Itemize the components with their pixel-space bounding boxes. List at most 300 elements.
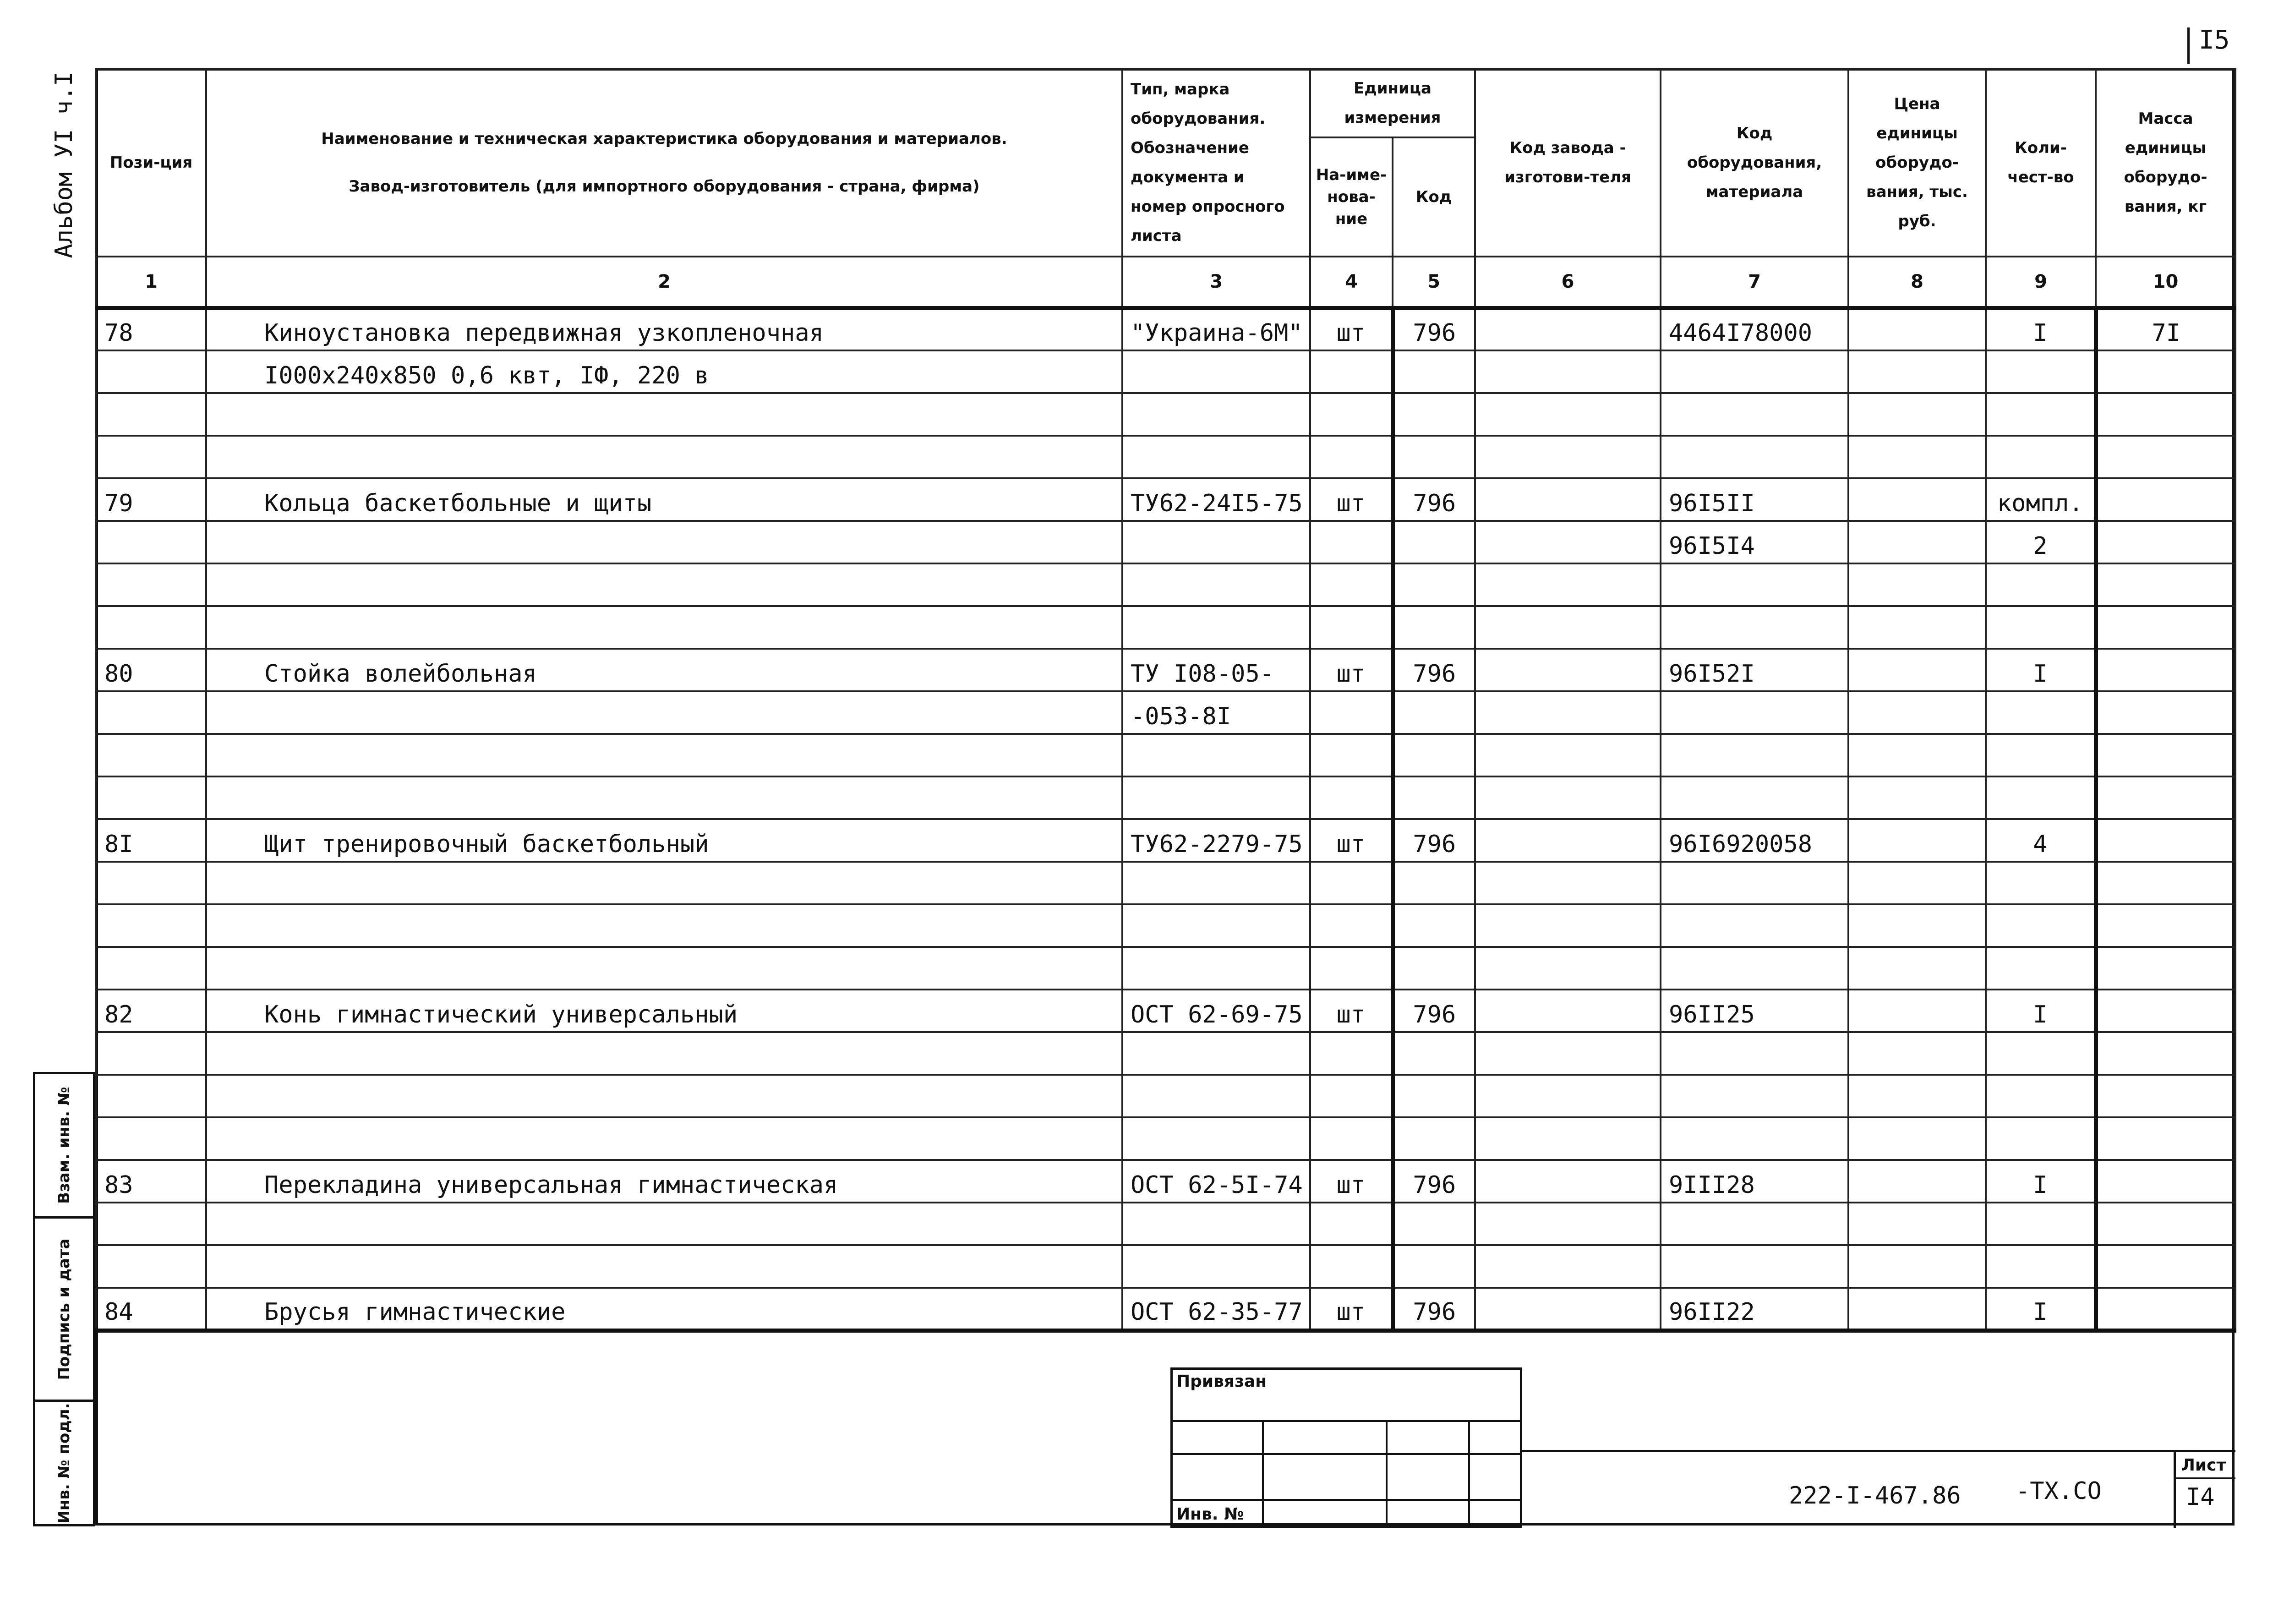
quantity-cell bbox=[1986, 1203, 2096, 1245]
table-row bbox=[96, 819, 2235, 862]
factory-code-cell bbox=[1475, 1288, 1661, 1330]
unit-name-cell bbox=[1310, 563, 1393, 606]
quantity-cell bbox=[1986, 1117, 2096, 1160]
factory-code-cell bbox=[1475, 436, 1661, 478]
specification-table bbox=[95, 68, 2236, 1333]
type-cell bbox=[1122, 563, 1310, 606]
equipment-code-cell bbox=[1661, 436, 1848, 478]
quantity-cell bbox=[1986, 862, 2096, 904]
mass-cell bbox=[2096, 1117, 2235, 1160]
specification-body bbox=[96, 308, 2235, 1330]
factory-code-cell bbox=[1475, 990, 1661, 1032]
unit-name-cell bbox=[1310, 1117, 1393, 1160]
unit-name-cell bbox=[1310, 691, 1393, 734]
table-row bbox=[96, 393, 2235, 436]
type-cell: ТУ62-24I5-75 bbox=[1122, 478, 1310, 521]
column-number: 5 bbox=[1393, 257, 1475, 308]
factory-code-cell bbox=[1475, 521, 1661, 563]
position-cell bbox=[96, 393, 206, 436]
position-cell bbox=[96, 1075, 206, 1117]
equipment-code-cell bbox=[1661, 1203, 1848, 1245]
mass-cell bbox=[2096, 478, 2235, 521]
name-cell: Конь гимнастический универсальный bbox=[206, 990, 1122, 1032]
unit-code-cell: 796 bbox=[1393, 308, 1475, 350]
unit-name-cell bbox=[1310, 862, 1393, 904]
column-number: 1 bbox=[96, 257, 206, 308]
factory-code-cell bbox=[1475, 1160, 1661, 1203]
table-row bbox=[96, 1075, 2235, 1117]
factory-code-cell bbox=[1475, 904, 1661, 947]
price-cell bbox=[1848, 606, 1986, 649]
header-mass: Масса единицы оборудо-вания, кг bbox=[2096, 69, 2235, 257]
price-cell bbox=[1848, 393, 1986, 436]
type-cell: ТУ I08-05- bbox=[1122, 649, 1310, 691]
type-cell bbox=[1122, 521, 1310, 563]
unit-name-cell bbox=[1310, 1203, 1393, 1245]
table-row bbox=[96, 1288, 2235, 1330]
position-cell bbox=[96, 734, 206, 776]
unit-name-cell bbox=[1310, 350, 1393, 393]
equipment-code-cell: 96I5I4 bbox=[1661, 521, 1848, 563]
unit-code-cell: 796 bbox=[1393, 478, 1475, 521]
position-cell bbox=[96, 1245, 206, 1288]
table-row bbox=[96, 862, 2235, 904]
name-cell: Брусья гимнастические bbox=[206, 1288, 1122, 1330]
unit-name-cell bbox=[1310, 393, 1393, 436]
mass-cell bbox=[2096, 947, 2235, 990]
name-cell bbox=[206, 521, 1122, 563]
mass-cell bbox=[2096, 1245, 2235, 1288]
name-cell bbox=[206, 947, 1122, 990]
quantity-cell bbox=[1986, 563, 2096, 606]
type-cell bbox=[1122, 1075, 1310, 1117]
name-cell: Кольца баскетбольные и щиты bbox=[206, 478, 1122, 521]
column-number: 7 bbox=[1661, 257, 1848, 308]
mass-cell bbox=[2096, 563, 2235, 606]
quantity-cell: I bbox=[1986, 990, 2096, 1032]
document-code: 222-I-467.86 bbox=[1789, 1482, 1961, 1509]
table-row bbox=[96, 734, 2235, 776]
sheet-number: I4 bbox=[2186, 1483, 2215, 1511]
unit-code-cell bbox=[1393, 521, 1475, 563]
factory-code-cell bbox=[1475, 1245, 1661, 1288]
equipment-code-cell bbox=[1661, 776, 1848, 819]
factory-code-cell bbox=[1475, 649, 1661, 691]
unit-code-cell bbox=[1393, 904, 1475, 947]
unit-name-cell bbox=[1310, 606, 1393, 649]
position-cell bbox=[96, 691, 206, 734]
binding-vline-3 bbox=[1468, 1420, 1470, 1528]
name-cell: Киноустановка передвижная узкопленочная bbox=[206, 308, 1122, 350]
position-cell: 83 bbox=[96, 1160, 206, 1203]
type-cell: ОСТ 62-69-75 bbox=[1122, 990, 1310, 1032]
titleblock-top-line bbox=[1521, 1450, 2235, 1452]
type-cell bbox=[1122, 904, 1310, 947]
type-cell bbox=[1122, 436, 1310, 478]
factory-code-cell bbox=[1475, 308, 1661, 350]
unit-code-cell bbox=[1393, 691, 1475, 734]
mass-cell bbox=[2096, 393, 2235, 436]
unit-code-cell bbox=[1393, 947, 1475, 990]
column-number: 4 bbox=[1310, 257, 1393, 308]
type-cell bbox=[1122, 1203, 1310, 1245]
name-cell bbox=[206, 393, 1122, 436]
side-stamp-original bbox=[33, 1400, 95, 1526]
equipment-code-cell: 96I52I bbox=[1661, 649, 1848, 691]
price-cell bbox=[1848, 862, 1986, 904]
table-row bbox=[96, 649, 2235, 691]
unit-name-cell: шт bbox=[1310, 819, 1393, 862]
equipment-code-cell bbox=[1661, 734, 1848, 776]
unit-code-cell bbox=[1393, 606, 1475, 649]
header-type: Тип, марка оборудования. Обозначение документа и номер опросного листа bbox=[1122, 69, 1310, 257]
unit-code-cell bbox=[1393, 1117, 1475, 1160]
type-cell bbox=[1122, 1117, 1310, 1160]
name-cell bbox=[206, 1075, 1122, 1117]
unit-name-cell bbox=[1310, 776, 1393, 819]
type-cell: ТУ62-2279-75 bbox=[1122, 819, 1310, 862]
name-cell bbox=[206, 1245, 1122, 1288]
mass-cell bbox=[2096, 904, 2235, 947]
header-quantity: Коли-чест-во bbox=[1986, 69, 2096, 257]
position-cell bbox=[96, 436, 206, 478]
position-cell: 79 bbox=[96, 478, 206, 521]
unit-code-cell bbox=[1393, 862, 1475, 904]
equipment-code-cell bbox=[1661, 1245, 1848, 1288]
name-cell bbox=[206, 436, 1122, 478]
equipment-code-cell: 96II25 bbox=[1661, 990, 1848, 1032]
table-row bbox=[96, 1203, 2235, 1245]
header-unit-name: На-име-нова-ние bbox=[1310, 137, 1393, 257]
table-row bbox=[96, 1245, 2235, 1288]
side-stamp-replacement-label: Взам. инв. № bbox=[55, 1087, 73, 1204]
unit-code-cell bbox=[1393, 1245, 1475, 1288]
unit-name-cell: шт bbox=[1310, 1288, 1393, 1330]
page-number: I5 bbox=[2199, 25, 2230, 55]
binding-vline-2 bbox=[1386, 1420, 1388, 1528]
equipment-code-cell bbox=[1661, 691, 1848, 734]
position-cell bbox=[96, 776, 206, 819]
position-cell bbox=[96, 350, 206, 393]
price-cell bbox=[1848, 691, 1986, 734]
equipment-code-cell: 96I6920058 bbox=[1661, 819, 1848, 862]
mass-cell bbox=[2096, 691, 2235, 734]
equipment-code-cell bbox=[1661, 393, 1848, 436]
mass-cell: 7I bbox=[2096, 308, 2235, 350]
factory-code-cell bbox=[1475, 1203, 1661, 1245]
table-row bbox=[96, 1032, 2235, 1075]
position-cell bbox=[96, 904, 206, 947]
factory-code-cell bbox=[1475, 947, 1661, 990]
price-cell bbox=[1848, 649, 1986, 691]
mass-cell bbox=[2096, 521, 2235, 563]
position-cell bbox=[96, 1117, 206, 1160]
side-stamp-replacement bbox=[33, 1072, 95, 1219]
quantity-cell: I bbox=[1986, 1288, 2096, 1330]
equipment-code-cell: 4464I78000 bbox=[1661, 308, 1848, 350]
header-name bbox=[206, 69, 1122, 257]
price-cell bbox=[1848, 436, 1986, 478]
quantity-cell bbox=[1986, 734, 2096, 776]
unit-code-cell: 796 bbox=[1393, 819, 1475, 862]
table-row bbox=[96, 478, 2235, 521]
binding-vline-1 bbox=[1262, 1420, 1264, 1528]
column-number: 2 bbox=[206, 257, 1122, 308]
unit-name-cell: шт bbox=[1310, 1160, 1393, 1203]
type-cell bbox=[1122, 1245, 1310, 1288]
price-cell bbox=[1848, 1032, 1986, 1075]
equipment-code-cell bbox=[1661, 563, 1848, 606]
price-cell bbox=[1848, 1203, 1986, 1245]
position-cell bbox=[96, 563, 206, 606]
table-row bbox=[96, 776, 2235, 819]
equipment-code-cell: 9III28 bbox=[1661, 1160, 1848, 1203]
column-number: 3 bbox=[1122, 257, 1310, 308]
table-row bbox=[96, 563, 2235, 606]
price-cell bbox=[1848, 1160, 1986, 1203]
mass-cell bbox=[2096, 990, 2235, 1032]
equipment-code-cell bbox=[1661, 862, 1848, 904]
factory-code-cell bbox=[1475, 1075, 1661, 1117]
quantity-cell bbox=[1986, 1245, 2096, 1288]
quantity-cell bbox=[1986, 776, 2096, 819]
type-cell: ОСТ 62-5I-74 bbox=[1122, 1160, 1310, 1203]
type-cell: "Украина-6М" bbox=[1122, 308, 1310, 350]
price-cell bbox=[1848, 734, 1986, 776]
name-cell: I000x240x850 0,6 квт, IФ, 220 в bbox=[206, 350, 1122, 393]
unit-name-cell: шт bbox=[1310, 478, 1393, 521]
quantity-cell bbox=[1986, 1032, 2096, 1075]
factory-code-cell bbox=[1475, 563, 1661, 606]
name-cell bbox=[206, 904, 1122, 947]
factory-code-cell bbox=[1475, 819, 1661, 862]
quantity-cell bbox=[1986, 606, 2096, 649]
name-cell: Щит тренировочный баскетбольный bbox=[206, 819, 1122, 862]
album-label: Альбом УI ч.I bbox=[50, 71, 78, 258]
quantity-cell: I bbox=[1986, 308, 2096, 350]
header-unit-code: Код bbox=[1393, 137, 1475, 257]
unit-code-cell: 796 bbox=[1393, 1160, 1475, 1203]
type-cell bbox=[1122, 734, 1310, 776]
price-cell bbox=[1848, 1075, 1986, 1117]
quantity-cell bbox=[1986, 393, 2096, 436]
name-cell bbox=[206, 606, 1122, 649]
equipment-code-cell: 96I5II bbox=[1661, 478, 1848, 521]
side-stamp-signature-label: Подпись и дата bbox=[55, 1238, 73, 1380]
position-cell bbox=[96, 947, 206, 990]
factory-code-cell bbox=[1475, 1032, 1661, 1075]
table-row bbox=[96, 1117, 2235, 1160]
type-cell bbox=[1122, 776, 1310, 819]
position-cell bbox=[96, 1203, 206, 1245]
column-number: 8 bbox=[1848, 257, 1986, 308]
page-number-tick bbox=[2187, 27, 2190, 64]
mass-cell bbox=[2096, 1075, 2235, 1117]
side-stamp-signature bbox=[33, 1216, 95, 1402]
table-row bbox=[96, 990, 2235, 1032]
table-row bbox=[96, 308, 2235, 350]
type-cell bbox=[1122, 1032, 1310, 1075]
unit-code-cell bbox=[1393, 776, 1475, 819]
table-row bbox=[96, 521, 2235, 563]
equipment-code-cell bbox=[1661, 904, 1848, 947]
price-cell bbox=[1848, 350, 1986, 393]
document-suffix: -ТХ.СО bbox=[2016, 1477, 2102, 1505]
unit-code-cell bbox=[1393, 1032, 1475, 1075]
price-cell bbox=[1848, 819, 1986, 862]
table-row bbox=[96, 436, 2235, 478]
price-cell bbox=[1848, 563, 1986, 606]
name-cell: Перекладина универсальная гимнастическая bbox=[206, 1160, 1122, 1203]
type-cell bbox=[1122, 350, 1310, 393]
name-cell bbox=[206, 776, 1122, 819]
unit-code-cell bbox=[1393, 436, 1475, 478]
table-row bbox=[96, 606, 2235, 649]
mass-cell bbox=[2096, 1032, 2235, 1075]
equipment-code-cell: 96II22 bbox=[1661, 1288, 1848, 1330]
unit-name-cell bbox=[1310, 734, 1393, 776]
equipment-code-cell bbox=[1661, 1117, 1848, 1160]
type-cell bbox=[1122, 947, 1310, 990]
mass-cell bbox=[2096, 606, 2235, 649]
unit-name-cell bbox=[1310, 1032, 1393, 1075]
unit-code-cell bbox=[1393, 1075, 1475, 1117]
equipment-code-cell bbox=[1661, 350, 1848, 393]
sheet-box-hline bbox=[2174, 1477, 2235, 1479]
quantity-cell bbox=[1986, 350, 2096, 393]
mass-cell bbox=[2096, 649, 2235, 691]
table-row bbox=[96, 947, 2235, 990]
unit-code-cell: 796 bbox=[1393, 990, 1475, 1032]
mass-cell bbox=[2096, 350, 2235, 393]
column-number: 10 bbox=[2096, 257, 2235, 308]
position-cell bbox=[96, 862, 206, 904]
mass-cell bbox=[2096, 862, 2235, 904]
factory-code-cell bbox=[1475, 776, 1661, 819]
mass-cell bbox=[2096, 436, 2235, 478]
quantity-cell: 2 bbox=[1986, 521, 2096, 563]
factory-code-cell bbox=[1475, 606, 1661, 649]
quantity-cell: 4 bbox=[1986, 819, 2096, 862]
mass-cell bbox=[2096, 1203, 2235, 1245]
quantity-cell bbox=[1986, 691, 2096, 734]
name-cell bbox=[206, 734, 1122, 776]
column-number: 9 bbox=[1986, 257, 2096, 308]
unit-name-cell bbox=[1310, 904, 1393, 947]
unit-code-cell: 796 bbox=[1393, 649, 1475, 691]
price-cell bbox=[1848, 990, 1986, 1032]
type-cell: ОСТ 62-35-77 bbox=[1122, 1288, 1310, 1330]
quantity-cell bbox=[1986, 947, 2096, 990]
unit-code-cell bbox=[1393, 1203, 1475, 1245]
name-cell bbox=[206, 1032, 1122, 1075]
factory-code-cell bbox=[1475, 478, 1661, 521]
position-cell: 78 bbox=[96, 308, 206, 350]
header-name-line1: Наименование и техническая характеристика оборудования и материалов. bbox=[321, 130, 1007, 148]
name-cell: Стойка волейбольная bbox=[206, 649, 1122, 691]
price-cell bbox=[1848, 1117, 1986, 1160]
name-cell bbox=[206, 1117, 1122, 1160]
factory-code-cell bbox=[1475, 1117, 1661, 1160]
table-row bbox=[96, 691, 2235, 734]
unit-name-cell: шт bbox=[1310, 990, 1393, 1032]
position-cell bbox=[96, 521, 206, 563]
name-cell bbox=[206, 691, 1122, 734]
header-unit-group: Единица измерения bbox=[1310, 69, 1475, 137]
type-cell bbox=[1122, 862, 1310, 904]
position-cell: 84 bbox=[96, 1288, 206, 1330]
inventory-label: Инв. № bbox=[1176, 1505, 1244, 1524]
name-cell bbox=[206, 563, 1122, 606]
position-cell: 8I bbox=[96, 819, 206, 862]
sheet-box-vline bbox=[2174, 1450, 2176, 1528]
unit-code-cell bbox=[1393, 734, 1475, 776]
quantity-cell bbox=[1986, 904, 2096, 947]
unit-name-cell: шт bbox=[1310, 308, 1393, 350]
header-name-line2: Завод-изготовитель (для импортного оборудования - страна, фирма) bbox=[349, 177, 980, 196]
unit-name-cell bbox=[1310, 947, 1393, 990]
price-cell bbox=[1848, 947, 1986, 990]
factory-code-cell bbox=[1475, 393, 1661, 436]
position-cell bbox=[96, 606, 206, 649]
position-cell bbox=[96, 1032, 206, 1075]
equipment-code-cell bbox=[1661, 1075, 1848, 1117]
table-row bbox=[96, 350, 2235, 393]
price-cell bbox=[1848, 521, 1986, 563]
name-cell bbox=[206, 1203, 1122, 1245]
type-cell bbox=[1122, 393, 1310, 436]
unit-name-cell bbox=[1310, 521, 1393, 563]
side-stamp-original-label: Инв. № подл. bbox=[55, 1402, 73, 1524]
unit-name-cell bbox=[1310, 1245, 1393, 1288]
sheet-label: Лист bbox=[2181, 1456, 2226, 1475]
price-cell bbox=[1848, 478, 1986, 521]
price-cell bbox=[1848, 308, 1986, 350]
quantity-cell bbox=[1986, 436, 2096, 478]
price-cell bbox=[1848, 1288, 1986, 1330]
unit-name-cell bbox=[1310, 436, 1393, 478]
factory-code-cell bbox=[1475, 862, 1661, 904]
price-cell bbox=[1848, 1245, 1986, 1288]
mass-cell bbox=[2096, 734, 2235, 776]
quantity-cell: компл. bbox=[1986, 478, 2096, 521]
mass-cell bbox=[2096, 1288, 2235, 1330]
position-cell: 80 bbox=[96, 649, 206, 691]
equipment-code-cell bbox=[1661, 606, 1848, 649]
quantity-cell: I bbox=[1986, 1160, 2096, 1203]
type-cell: -053-8I bbox=[1122, 691, 1310, 734]
position-cell: 82 bbox=[96, 990, 206, 1032]
header-price: Цена единицы оборудо-вания, тыс. руб. bbox=[1848, 69, 1986, 257]
factory-code-cell bbox=[1475, 734, 1661, 776]
column-number-row bbox=[96, 257, 2235, 308]
table-row bbox=[96, 1160, 2235, 1203]
header-factory-code: Код завода - изготови-теля bbox=[1475, 69, 1661, 257]
column-number: 6 bbox=[1475, 257, 1661, 308]
table-row bbox=[96, 904, 2235, 947]
mass-cell bbox=[2096, 1160, 2235, 1203]
equipment-code-cell bbox=[1661, 1032, 1848, 1075]
quantity-cell bbox=[1986, 1075, 2096, 1117]
unit-name-cell bbox=[1310, 1075, 1393, 1117]
unit-code-cell: 796 bbox=[1393, 1288, 1475, 1330]
mass-cell bbox=[2096, 776, 2235, 819]
price-cell bbox=[1848, 904, 1986, 947]
binding-label: Привязан bbox=[1176, 1372, 1267, 1391]
mass-cell bbox=[2096, 819, 2235, 862]
factory-code-cell bbox=[1475, 350, 1661, 393]
unit-code-cell bbox=[1393, 393, 1475, 436]
